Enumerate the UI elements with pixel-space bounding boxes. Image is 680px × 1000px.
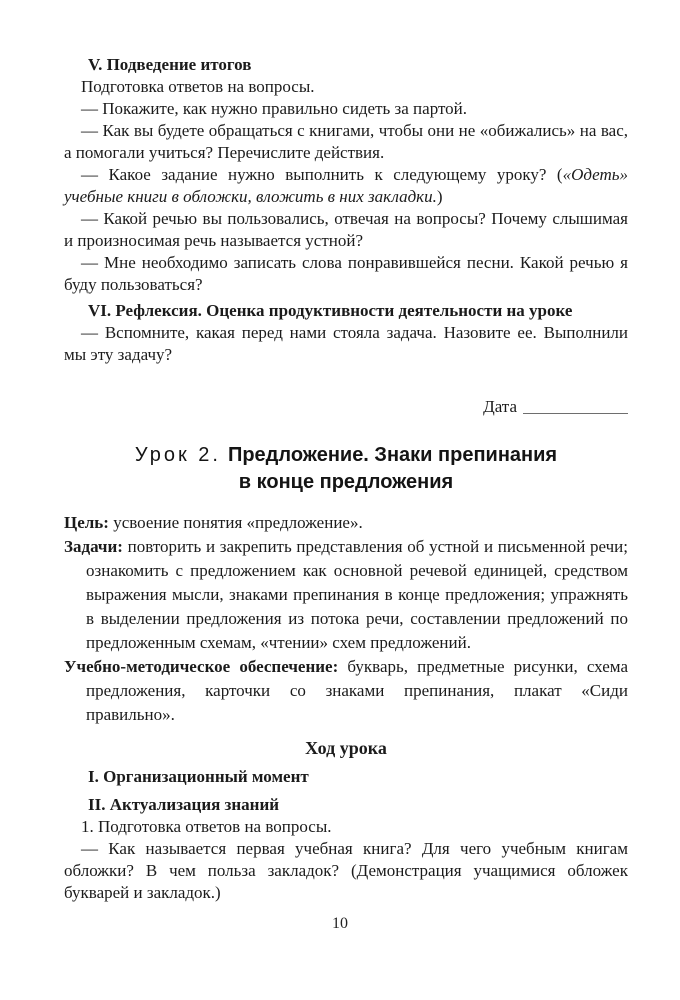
goal-text: усвоение понятия «предложение». xyxy=(108,513,363,532)
section-i-heading: I. Организационный момент xyxy=(88,767,309,786)
lesson-tasks xyxy=(64,535,628,655)
section-reflection xyxy=(64,300,628,366)
paragraph-text: — Какое задание нужно выполнить к следующему уроку? ( xyxy=(81,165,563,184)
lesson-flow-heading: Ход урока xyxy=(305,738,387,758)
paragraph: — Покажите, как нужно правильно сидеть за партой. xyxy=(81,99,468,118)
paragraph: — Какой речью вы пользовались, отвечая на вопросы? Почему слышимая и произносимая речь называется устной? xyxy=(64,209,628,250)
text-block xyxy=(64,54,628,904)
lesson-goal xyxy=(64,511,628,535)
materials-label: Учебно-методическое обеспечение: xyxy=(64,657,339,676)
list-item: 1. Подготовка ответов на вопросы. xyxy=(81,817,332,836)
paragraph xyxy=(64,164,628,208)
section-v-heading: V. Подведение итогов xyxy=(88,55,252,74)
lesson-title xyxy=(106,442,586,496)
date-blank-line xyxy=(523,412,628,414)
lesson-title-line1: Предложение. Знаки препинания xyxy=(227,444,558,466)
paragraph-text: ) xyxy=(436,187,443,206)
materials-text: букварь, предметные рисунки, схема предложения, карточки со знаками препинания, плакат «Сиди правильно». xyxy=(86,657,628,724)
section-vi-heading: VI. Рефлексия. Оценка продуктивности деятельности на уроке xyxy=(88,301,573,320)
section-organizational xyxy=(64,766,628,788)
goal-label: Цель: xyxy=(64,513,109,532)
page-number: 10 xyxy=(332,915,348,932)
paragraph: — Как называется первая учебная книга? Для чего учебным книгам обложки? В чем польза закладок? (Демонстрация учащимися обложек букварей и закладок.) xyxy=(64,839,628,902)
paragraph: — Как вы будете обращаться с книгами, чтобы они не «обижались» на вас, а помогали учиться? Перечислите действия. xyxy=(64,121,628,162)
paragraph: — Вспомните, какая перед нами стояла задача. Назовите ее. Выполнили мы эту задачу? xyxy=(64,323,628,364)
lesson-meta xyxy=(64,511,628,727)
italic-note: «Одеть» учебные книги в обложки, вложить в них закладки. xyxy=(64,165,628,206)
lesson-title-line2: в конце предложения xyxy=(238,471,454,493)
tasks-text: повторить и закрепить представления об устной и письменной речи; ознакомить с предложением как основной речевой единицей, средством выражения мысли, знаками препинания в конце предложения; упражнять в выделении предложения из потока речи, составлении предложений по предложенным схемам, «чтении» схем предложений. xyxy=(86,537,628,652)
section-knowledge-update xyxy=(64,794,628,904)
paragraph: — Мне необходимо записать слова понравившейся песни. Какой речью я буду пользоваться? xyxy=(64,253,628,294)
section-ii-heading: II. Актуализация знаний xyxy=(88,795,280,814)
tasks-label: Задачи: xyxy=(64,537,123,556)
section-summing-up xyxy=(64,54,628,296)
date-label: Дата xyxy=(483,397,517,416)
paragraph: Подготовка ответов на вопросы. xyxy=(81,77,315,96)
date-field xyxy=(64,396,628,418)
lesson-materials xyxy=(64,655,628,727)
lesson-number: Урок 2. xyxy=(134,444,221,466)
